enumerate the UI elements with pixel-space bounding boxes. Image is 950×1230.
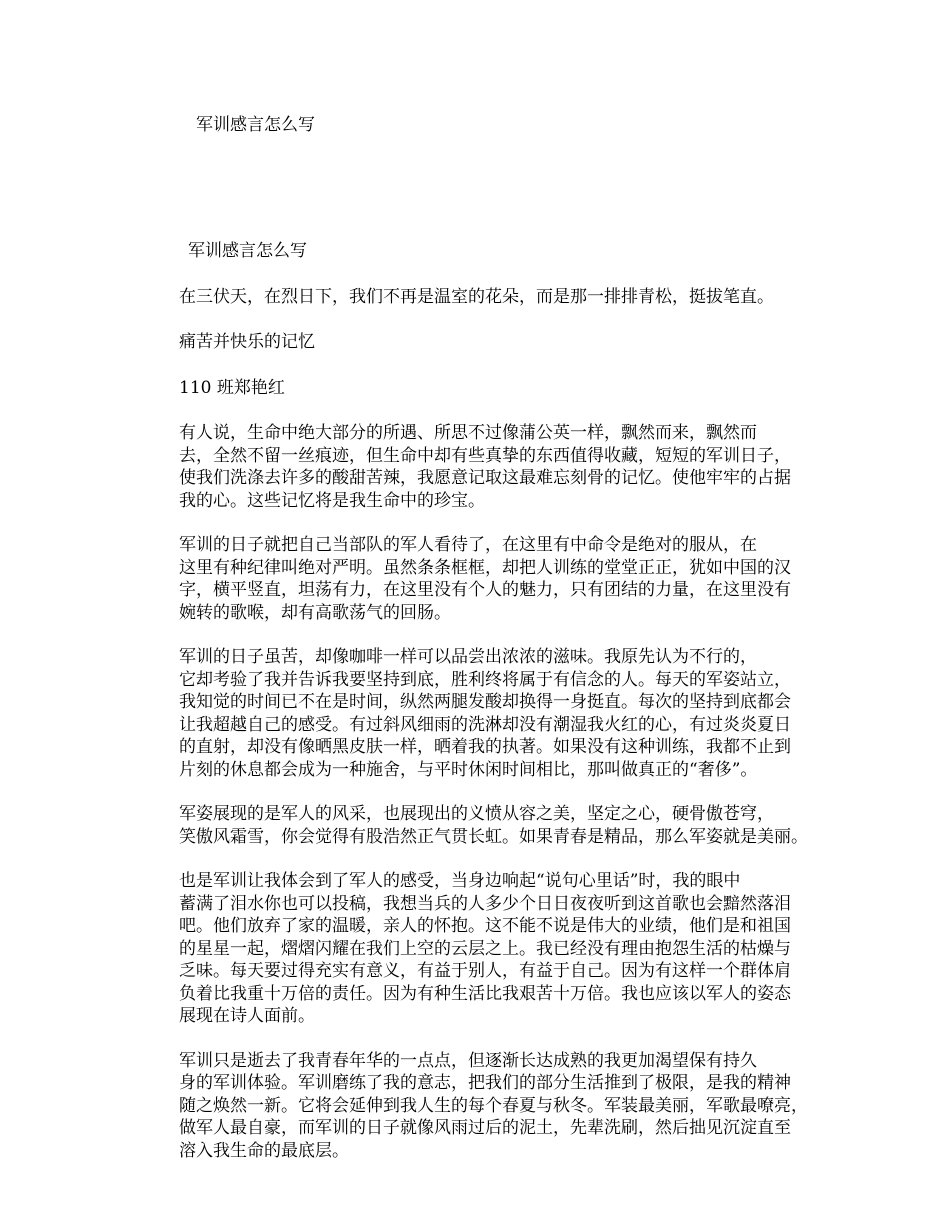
paragraph-line: 吧。他们放弃了家的温暖，亲人的怀抱。这不能不说是伟大的业绩，他们是和祖国 (179, 916, 791, 936)
paragraph-line: 展现在诗人面前。 (179, 1006, 315, 1026)
paragraph-line: 去，全然不留一丝痕迹，但生命中却有些真挚的东西值得收藏，短短的军训日子， (179, 445, 791, 466)
paragraph-line: 身的军训体验。军训磨练了我的意志，把我们的部分生活推到了极限，是我的精神 (179, 1073, 791, 1093)
paragraph-line: 乏味。每天要过得充实有意义，有益于别人，有益于自己。因为有这样一个群体肩 (179, 961, 791, 981)
paragraph (143, 1050, 823, 1163)
paragraph-line: 婉转的歌喉，却有高歌荡气的回肠。 (179, 602, 451, 623)
essay-title: 痛苦并快乐的记忆 (179, 332, 315, 352)
paragraph-line: 军姿展现的是军人的风采，也展现出的义愤从容之美，坚定之心，硬骨傲苍穹， (179, 804, 774, 824)
paragraph-line: 我的心。这些记忆将是我生命中的珍宝。 (179, 490, 485, 511)
paragraph-line: 片刻的休息都会成为一种施舍，与平时休闲时间相比，那叫做真正的“奢侈”。 (179, 759, 758, 780)
paragraph-line: 使我们洗涤去许多的酸甜苦辣，我愿意记取这最难忘刻骨的记忆。使他牢牢的占据 (179, 468, 791, 488)
paragraph-line: 字，横平竖直，坦荡有力，在这里没有个人的魅力，只有团结的力量，在这里没有 (179, 580, 791, 600)
subtitle-line: 在三伏天，在烈日下，我们不再是温室的花朵，而是那一排排青松，挺拔笔直。 (179, 286, 774, 307)
paragraph-line: 有人说，生命中绝大部分的所遇、所思不过像蒲公英一样，飘然而来，飘然而 (179, 423, 757, 443)
paragraph-line: 这里有种纪律叫绝对严明。虽然条条框框，却把人训练的堂堂正正，犹如中国的汉 (179, 557, 791, 578)
paragraph-line: 蓄满了泪水你也可以投稿，我想当兵的人多少个日日夜夜听到这首歌也会黯然落泪 (179, 893, 791, 914)
paragraph-line: 军训只是逝去了我青春年华的一点点，但逐渐长达成熟的我更加渴望保有持久 (179, 1050, 757, 1071)
paragraph-line: 的直射，却没有像晒黑皮肤一样，晒着我的执著。如果没有这种训练，我都不止到 (179, 737, 791, 757)
paragraph-line: 做军人最自豪，而军训的日子就像风雨过后的泥土，先辈洗刷，然后拙见沉淀直至 (179, 1118, 791, 1138)
paragraph-line: 也是军训让我体会到了军人的感受，当身边响起“说句心里话”时，我的眼中 (179, 871, 741, 891)
paragraph-line: 随之焕然一新。它将会延伸到我人生的每个春夏与秋冬。军装最美丽，军歌最嘹亮， (179, 1095, 808, 1116)
author-line: 110 班郑艳红 (179, 377, 285, 398)
paragraph-line: 我知觉的时间已不在是时间，纵然两腿发酸却换得一身挺直。每次的坚持到底都会 (179, 692, 791, 712)
paragraph-line: 笑傲风霜雪，你会觉得有股浩然正气贯长虹。如果青春是精品，那么军姿就是美丽。 (179, 826, 808, 847)
essay-heading: 军训感言怎么写 (188, 241, 307, 261)
paragraph-line: 溶入我生命的最底层。 (179, 1140, 349, 1161)
document-body (143, 240, 823, 1184)
paragraph-line: 它却考验了我并告诉我要坚持到底，胜利终将属于有信念的人。每天的军姿站立， (179, 669, 791, 690)
paragraph-line: 军训的日子虽苦，却像咖啡一样可以品尝出浓浓的滋味。我原先认为不行的， (179, 647, 757, 667)
paragraph (143, 534, 823, 624)
paragraph-line: 的星星一起，熠熠闪耀在我们上空的云层之上。我已经没有理由抱怨生活的枯燥与 (179, 938, 791, 959)
document-title: 军训感言怎么写 (196, 115, 315, 135)
paragraph-line: 军训的日子就把自己当部队的军人看待了，在这里有中命令是绝对的服从，在 (179, 535, 757, 555)
paragraph (143, 870, 823, 1028)
paragraph (143, 422, 823, 512)
paragraph (143, 646, 823, 781)
paragraph (143, 803, 823, 848)
paragraph-line: 让我超越自己的感受。有过斜风细雨的洗淋却没有潮湿我火红的心，有过炎炎夏日 (179, 714, 791, 735)
paragraph-line: 负着比我重十万倍的责任。因为有种生活比我艰苦十万倍。我也应该以军人的姿态 (179, 983, 791, 1004)
